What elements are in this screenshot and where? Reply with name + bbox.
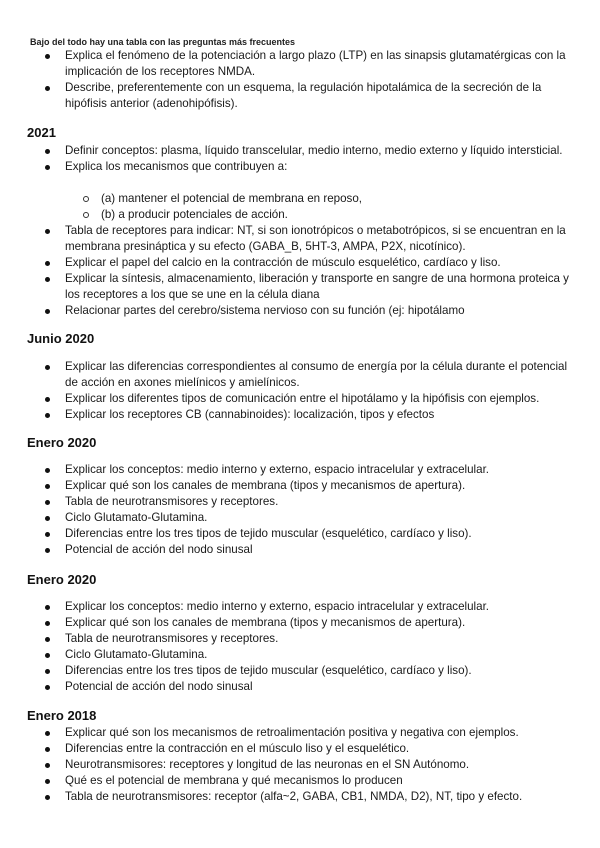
list-item: Definir conceptos: plasma, líquido transcelular, medio interno, medio externo y líquido intersticial. (0, 143, 600, 159)
list-item: Potencial de acción del nodo sinusal (0, 679, 600, 695)
list-item: Tabla de receptores para indicar: NT, si son ionotrópicos o metabotrópicos, si se encuentran en la membrana presináptica y su efecto (GABA_B, 5HT-3, AMPA, P2X, nicotínico). (0, 223, 600, 255)
list-item: Explicar qué son los canales de membrana (tipos y mecanismos de apertura). (0, 478, 600, 494)
list-item: Explicar los conceptos: medio interno y externo, espacio intracelular y extracelular. (0, 599, 600, 615)
list-item: Explica el fenómeno de la potenciación a largo plazo (LTP) en las sinapsis glutamatérgicas con la implicación de los receptores NMDA. (0, 48, 600, 80)
list-item: Diferencias entre la contracción en el músculo liso y el esquelético. (0, 741, 600, 757)
sub-list-item: (a) mantener el potencial de membrana en reposo, (0, 191, 600, 207)
list-item: Explicar las diferencias correspondientes al consumo de energía por la célula durante el potencial de acción en axones mielínicos y amielínicos. (0, 359, 600, 391)
intro-note: Bajo del todo hay una tabla con las preguntas más frecuentes (30, 37, 296, 47)
list-item: Describe, preferentemente con un esquema, la regulación hipotalámica de la secreción de la hipófisis anterior (adenohipófisis). (0, 80, 600, 112)
list-item: Explicar los receptores CB (cannabinoides): localización, tipos y efectos (0, 407, 600, 423)
list-item: Tabla de neurotransmisores: receptor (alfa~2, GABA, CB1, NMDA, D2), NT, tipo y efecto. (0, 789, 600, 805)
section-enero-2020-list (0, 462, 600, 558)
list-item: Potencial de acción del nodo sinusal (0, 542, 600, 558)
list-item: Explicar la síntesis, almacenamiento, liberación y transporte en sangre de una hormona proteica y los receptores a los que se une en la célula diana (0, 271, 600, 303)
section-heading-enero-2020-repeat: Enero 2020 (27, 572, 97, 587)
section-heading-enero-2018: Enero 2018 (27, 708, 97, 723)
list-item: Diferencias entre los tres tipos de tejido muscular (esquelético, cardíaco y liso). (0, 526, 600, 542)
list-item: Relacionar partes del cerebro/sistema nervioso con su función (ej: hipotálamo (0, 303, 600, 319)
list-item: Explicar los diferentes tipos de comunicación entre el hipotálamo y la hipófisis con ejemplos. (0, 391, 600, 407)
list-item: Explicar el papel del calcio en la contracción de músculo esquelético, cardíaco y liso. (0, 255, 600, 271)
sub-list-item: (b) a producir potenciales de acción. (0, 207, 600, 223)
section-junio-2020-list (0, 359, 600, 423)
section-enero-2020-repeat-list (0, 599, 600, 695)
list-item: Explicar qué son los canales de membrana (tipos y mecanismos de apertura). (0, 615, 600, 631)
intro-list (0, 48, 600, 112)
list-item: Diferencias entre los tres tipos de tejido muscular (esquelético, cardíaco y liso). (0, 663, 600, 679)
section-2021-sublist (0, 191, 600, 223)
list-item: Ciclo Glutamato-Glutamina. (0, 510, 600, 526)
section-heading-enero-2020: Enero 2020 (27, 435, 97, 450)
section-2021-list (0, 143, 600, 175)
section-heading-junio-2020: Junio 2020 (27, 331, 95, 346)
list-item: Ciclo Glutamato-Glutamina. (0, 647, 600, 663)
section-heading-2021: 2021 (27, 125, 56, 140)
list-item: Explicar qué son los mecanismos de retroalimentación positiva y negativa con ejemplos. (0, 725, 600, 741)
list-item: Qué es el potencial de membrana y qué mecanismos lo producen (0, 773, 600, 789)
list-item: Explica los mecanismos que contribuyen a: (0, 159, 600, 175)
list-item: Explicar los conceptos: medio interno y externo, espacio intracelular y extracelular. (0, 462, 600, 478)
list-item: Tabla de neurotransmisores y receptores. (0, 494, 600, 510)
section-2021-list-cont (0, 223, 600, 319)
section-enero-2018-list (0, 725, 600, 805)
list-item: Neurotransmisores: receptores y longitud de las neuronas en el SN Autónomo. (0, 757, 600, 773)
list-item: Tabla de neurotransmisores y receptores. (0, 631, 600, 647)
